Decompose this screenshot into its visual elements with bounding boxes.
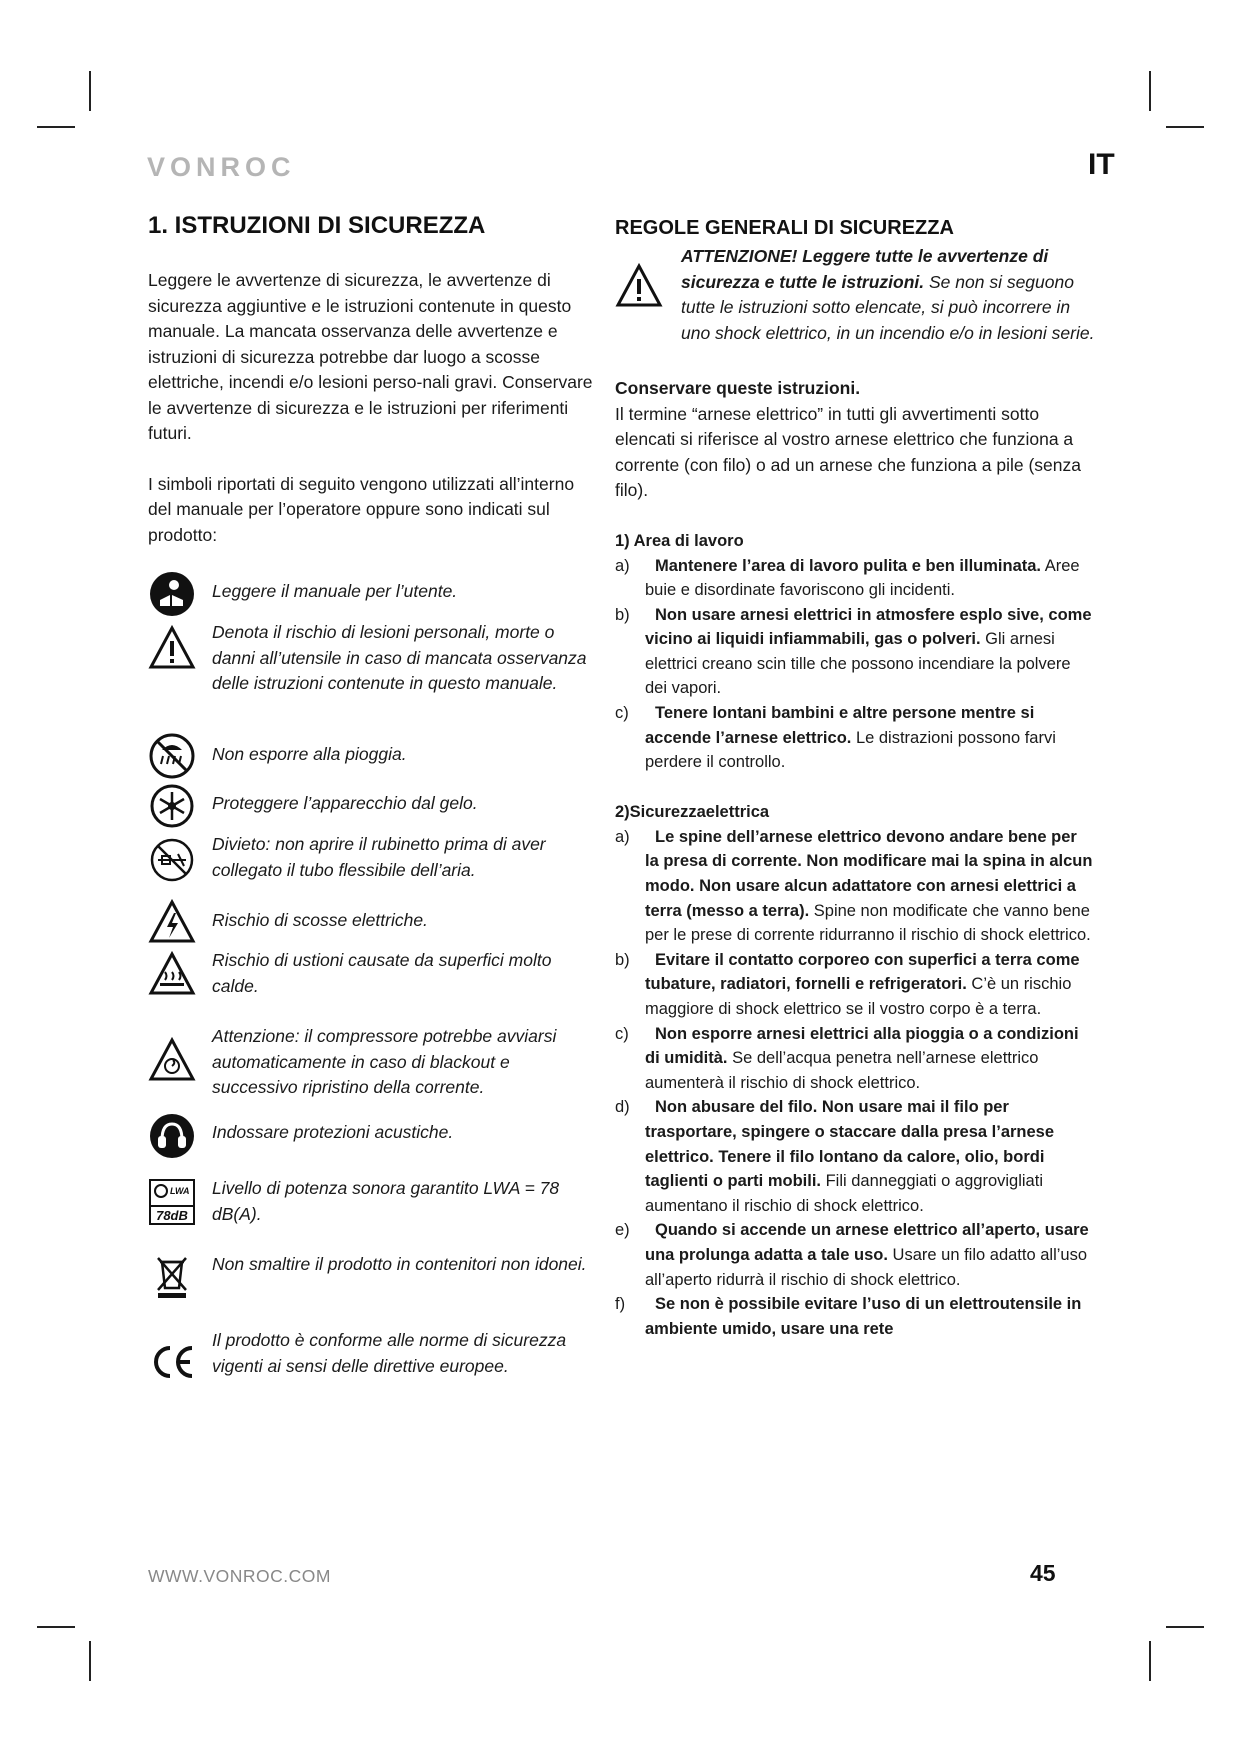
- symbol-text: Rischio di ustioni causate da superfici molto calde.: [212, 950, 552, 996]
- item-text: Spine non modificate che vanno bene per le prese di corrente ridurranno il rischio di shock elettrico.: [645, 901, 1091, 945]
- intro-paragraph: Leggere le avvertenze di sicurezza, le avvertenze di sicurezza aggiuntive e le istruzioni contenute in questo manuale. La mancata osservanza delle avvertenze e istruzioni di sicurezza potrebbe dar luogo a scosse elettriche, incendi e/o lesioni perso-nali gravi. Conservare le avvertenze di sicurezza e le istruzioni per riferimenti futuri.: [148, 270, 593, 443]
- crop-mark: [37, 126, 75, 128]
- item-bold: Le spine dell’arnese elettrico devono andare bene per la presa di corrente. Non modificare mai la spina in alcun modo. Non usare alcun adattatore con arnesi elettrici a terra (messo a terra).: [645, 827, 1093, 920]
- symbol-text: Non esporre alla pioggia.: [212, 744, 407, 764]
- list-item: [615, 701, 1095, 775]
- attention-bold: ATTENZIONE! Leggere tutte le avvertenze di sicurezza e tutte le istruzioni.: [681, 246, 1049, 292]
- item-letter: a): [615, 827, 630, 846]
- no-rain-icon: [148, 732, 196, 780]
- item-bold: Mantenere l’area di lavoro pulita e ben illuminata.: [655, 556, 1042, 575]
- symbol-text: Leggere il manuale per l’utente.: [212, 581, 458, 601]
- item-bold: Tenere lontani bambini e altre persone mentre si accende l’arnese elettrico.: [645, 704, 1035, 747]
- list-item: [615, 603, 1095, 701]
- power-tool-definition: Il termine “arnese elettrico” in tutti gli avvertimenti sotto elencati si riferisce al vostro arnese elettrico che funziona a corrente (con filo) o ad un arnese che funziona a pile (senza filo).: [615, 403, 1081, 500]
- frost-icon: [148, 782, 196, 830]
- item-letter: e): [615, 1221, 630, 1240]
- symbol-row: [148, 1252, 598, 1328]
- general-rules-title: REGOLE GENERALI DI SICUREZZA: [615, 217, 954, 239]
- symbol-row: [148, 948, 598, 1024]
- item-bold: Non esporre arnesi elettrici alla pioggia o a condizioni di umidità.: [645, 1024, 1079, 1068]
- list-item: [615, 1218, 1095, 1292]
- symbol-text: Denota il rischio di lesioni personali, morte o danni all’utensile in caso di mancata osservanza delle istruzioni contenute in questo manuale.: [212, 622, 587, 693]
- section-title: 1. ISTRUZIONI DI SICUREZZA: [148, 212, 486, 239]
- sound-level-icon: [148, 1178, 196, 1226]
- auto-start-icon: [148, 1036, 196, 1084]
- item-bold: Non abusare del filo. Non usare mai il filo per trasportare, spingere o staccare dalla presa l’arnese elettrico. Tenere il filo lontano da calore, olio, bordi taglienti o parti mobili.: [645, 1098, 1055, 1191]
- symbol-row: [148, 898, 598, 948]
- footer-website: WWW.VONROC.COM: [148, 1566, 331, 1586]
- symbol-text: Proteggere l’apparecchio dal gelo.: [212, 793, 478, 813]
- read-manual-icon: [148, 570, 196, 618]
- page-number: 45: [1030, 1560, 1056, 1586]
- symbol-row: [148, 782, 598, 832]
- item-bold: Quando si accende un arnese elettrico all’aperto, usare una prolunga adatta a tale uso.: [645, 1221, 1089, 1264]
- crop-mark: [1149, 1641, 1151, 1681]
- item-text: Gli arnesi elettrici creano scin tille che possono incendiare la polvere dei vapori.: [645, 630, 1071, 698]
- crop-mark: [1166, 1626, 1204, 1628]
- list-item: [615, 1022, 1095, 1096]
- list-item: [615, 1095, 1095, 1218]
- ce-mark-icon: [148, 1338, 196, 1386]
- symbol-text: Indossare protezioni acustiche.: [212, 1122, 454, 1142]
- sound-level-badge-small: LWA: [170, 1186, 190, 1196]
- item-letter: a): [615, 556, 630, 575]
- item-letter: d): [615, 1098, 630, 1117]
- crop-mark: [1149, 71, 1151, 111]
- item-text: Fili danneggiati o aggrovigliati aumentano il rischio di shock elettrico.: [645, 1172, 1043, 1215]
- hot-surface-icon: [148, 950, 196, 998]
- item-letter: f): [615, 1295, 626, 1314]
- crop-mark: [1166, 126, 1204, 128]
- electric-shock-icon: [148, 898, 196, 946]
- crop-mark: [37, 1626, 75, 1628]
- symbols-intro: I simboli riportati di seguito vengono utilizzati all’interno del manuale per l’operatore oppure sono indicati sul prodotto:: [148, 473, 575, 545]
- item-text: Se dell’acqua penetra nell’arnese elettrico aumenterà il rischio di shock elettrico.: [645, 1049, 1039, 1092]
- no-tap-icon: [148, 836, 196, 884]
- symbol-row: [148, 570, 598, 620]
- item-text: Le distrazioni possono farvi perdere il controllo.: [645, 728, 1056, 772]
- section-electrical-title: 2)Sicurezzaelettrica: [615, 802, 770, 821]
- list-item: [615, 825, 1095, 948]
- symbol-row: [148, 620, 598, 732]
- symbol-text: Non smaltire il prodotto in contenitori non idonei.: [212, 1254, 587, 1274]
- symbol-text: Attenzione: il compressore potrebbe avviarsi automaticamente in caso di blackout e successivo ripristino della corrente.: [212, 1026, 557, 1097]
- warning-icon: [615, 262, 663, 310]
- symbol-text: Rischio di scosse elettriche.: [212, 910, 428, 930]
- keep-instructions: Conservare queste istruzioni.: [615, 378, 861, 398]
- symbol-row: [148, 1114, 598, 1176]
- language-code: IT: [1088, 148, 1115, 181]
- item-letter: c): [615, 1024, 629, 1043]
- list-item: [615, 1292, 1095, 1341]
- item-letter: c): [615, 704, 629, 723]
- sound-level-badge: 78dB: [156, 1208, 188, 1223]
- item-text: Aree buie e disordinate favoriscono gli incidenti.: [645, 556, 1080, 600]
- list-item: [615, 948, 1095, 1022]
- item-text: Usare un filo adatto all’uso all’aperto ridurrà il rischio di shock elettrico.: [645, 1245, 1087, 1289]
- crop-mark: [89, 71, 91, 111]
- left-column: [148, 212, 598, 1408]
- symbol-row: [148, 1024, 598, 1114]
- item-letter: b): [615, 605, 630, 624]
- ear-protection-icon: [148, 1112, 196, 1160]
- section-work-area-title: 1) Area di lavoro: [615, 531, 744, 550]
- warning-icon: [148, 624, 196, 672]
- item-bold: Non usare arnesi elettrici in atmosfere esplo sive, come vicino ai liquidi infiammabili, gas o polveri.: [645, 605, 1092, 649]
- symbol-row: [148, 832, 598, 898]
- crop-mark: [89, 1641, 91, 1681]
- item-bold: Evitare il contatto corporeo con superfici a terra come tubature, radiatori, fornelli e refrigeratori.: [645, 950, 1080, 994]
- symbol-text: Livello di potenza sonora garantito LWA = 78 dB(A).: [212, 1178, 560, 1224]
- item-bold: Se non è possibile evitare l’uso di un elettroutensile in ambiente umido, usare una rete: [645, 1295, 1082, 1338]
- list-item: [615, 554, 1095, 603]
- right-column: [615, 217, 1095, 1341]
- attention-block: [615, 244, 1095, 346]
- item-text: C’è un rischio maggiore di shock elettrico se il vostro corpo è a terra.: [645, 975, 1072, 1018]
- brand-logo: VONROC: [147, 152, 296, 182]
- symbol-text: Divieto: non aprire il rubinetto prima di aver collegato il tubo flessibile dell’aria.: [212, 834, 546, 880]
- symbol-row: [148, 732, 598, 782]
- attention-text: Se non si seguono tutte le istruzioni sotto elencate, si può incorrere in uno shock elettrico, in un incendio e/o in lesioni serie.: [681, 271, 1095, 343]
- symbol-row: [148, 1328, 598, 1408]
- weee-bin-icon: [148, 1252, 196, 1300]
- symbol-row: [148, 1176, 598, 1252]
- symbol-text: Il prodotto è conforme alle norme di sicurezza vigenti ai sensi delle direttive europee.: [212, 1330, 567, 1376]
- item-letter: b): [615, 950, 630, 969]
